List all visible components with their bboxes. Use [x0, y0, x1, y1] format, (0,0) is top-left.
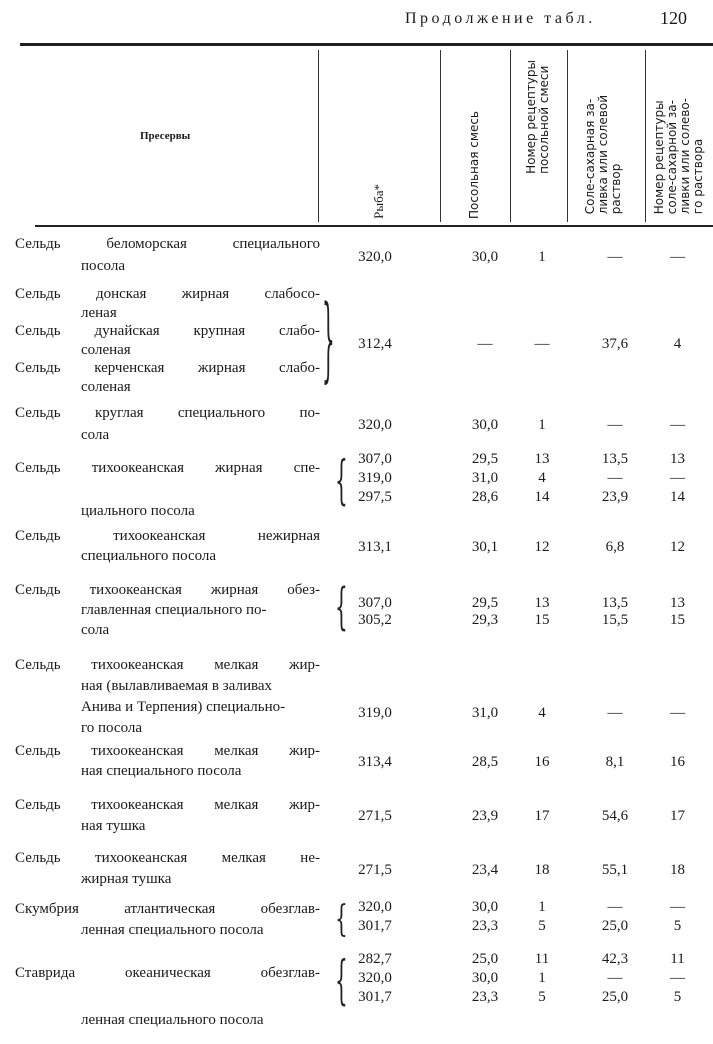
- cell-value: 15,5: [601, 612, 629, 628]
- product-name-line: Сельдь тихоокеанская мелкая жир-: [15, 797, 320, 813]
- cell-value: 312,4: [358, 336, 392, 352]
- product-name-line: сола: [81, 427, 110, 443]
- cell-value: 5: [673, 989, 682, 1005]
- header-line: го раствора: [691, 138, 705, 214]
- table-top-rule: [20, 43, 713, 46]
- product-name: [15, 447, 320, 533]
- cell-value: —: [607, 417, 623, 433]
- cell-salt: [450, 595, 520, 629]
- cell-value: 28,6: [471, 489, 499, 505]
- left-brace-icon: {: [335, 576, 348, 636]
- cell-salt-no: [522, 807, 562, 826]
- cell-value: 18: [534, 862, 550, 878]
- product-name: [15, 233, 320, 277]
- col-header-brine-recipe: [653, 98, 705, 214]
- header-line: соле-сахарной за-: [665, 99, 679, 214]
- product-name-line: Скумбрия атлантическая обезглав-: [15, 901, 320, 917]
- cell-value: 30,0: [471, 417, 499, 433]
- product-name-line: ленная специального посола: [81, 922, 264, 938]
- col-header-salt-mix: [468, 111, 481, 219]
- cell-value: —: [534, 336, 550, 352]
- product-name-line: Сельдь тихоокеанская мелкая не-: [15, 850, 320, 866]
- column-divider: [318, 50, 319, 222]
- product-name: [15, 526, 320, 566]
- header-line: Номер рецептуры: [652, 100, 666, 214]
- cell-salt: [450, 807, 520, 826]
- product-name-line: циального посола: [81, 503, 195, 519]
- cell-salt-no: [522, 861, 562, 880]
- product-name-line: леная: [81, 304, 117, 321]
- cell-salt: [450, 416, 520, 435]
- cell-value: 15: [670, 612, 685, 628]
- product-name: [15, 580, 320, 640]
- cell-value: 13: [534, 595, 550, 611]
- cell-value: 23,3: [471, 989, 499, 1005]
- cell-value: 305,2: [358, 612, 392, 628]
- cell-fish: [330, 538, 420, 557]
- cell-fish: [330, 335, 420, 354]
- left-brace-icon: {: [335, 896, 348, 940]
- cell-brine: [575, 950, 655, 1007]
- cell-value: 37,6: [601, 336, 629, 352]
- col-header-fish-text: Рыба*: [371, 184, 386, 219]
- col-header-fish: [372, 184, 385, 219]
- cell-salt: [450, 335, 520, 354]
- cell-salt: [450, 753, 520, 772]
- cell-value: 6,8: [605, 539, 625, 555]
- cell-value: 17: [670, 808, 685, 824]
- cell-value: 301,7: [358, 989, 392, 1005]
- cell-value: 13: [670, 595, 685, 611]
- column-divider: [440, 50, 441, 222]
- col-header-brine: [584, 95, 623, 214]
- cell-salt-no: [522, 898, 562, 936]
- cell-brine: [575, 538, 655, 557]
- cell-brine: [575, 450, 655, 507]
- product-name-line: соленая: [81, 378, 131, 395]
- cell-value: 14: [534, 489, 550, 505]
- product-name-line: Сельдь круглая специального по-: [15, 405, 320, 421]
- cell-value: 5: [538, 989, 546, 1005]
- cell-value: 271,5: [358, 808, 392, 824]
- cell-brine-no: [655, 416, 700, 435]
- product-name-line: ная тушка: [81, 818, 146, 834]
- header-line: ливка или солевой: [596, 94, 610, 214]
- cell-value: —: [607, 470, 623, 486]
- cell-value: 13: [534, 451, 550, 467]
- product-name-line: Ставрида океаническая обезглав-: [15, 965, 320, 981]
- cell-value: 17: [534, 808, 550, 824]
- cell-value: 30,0: [471, 970, 499, 986]
- cell-fish: [330, 248, 420, 267]
- left-brace-icon: {: [335, 448, 348, 511]
- cell-salt: [450, 538, 520, 557]
- header-line: раствор: [609, 163, 623, 214]
- cell-brine: [575, 861, 655, 880]
- cell-value: —: [477, 336, 493, 352]
- cell-value: 307,0: [358, 595, 392, 611]
- cell-value: 28,5: [471, 754, 499, 770]
- cell-value: 42,3: [601, 951, 629, 967]
- product-name-line: ная специального посола: [81, 763, 242, 779]
- product-name: [15, 848, 320, 890]
- cell-brine: [575, 335, 655, 354]
- product-name-line: посола: [81, 258, 126, 274]
- product-name: [15, 655, 320, 739]
- cell-brine-no: [655, 335, 700, 354]
- cell-value: 29,3: [471, 612, 499, 628]
- cell-brine-no: [655, 861, 700, 880]
- header-line: Соле-сахарная за-: [583, 98, 597, 214]
- cell-value: 18: [670, 862, 685, 878]
- cell-fish: [330, 753, 420, 772]
- cell-value: 29,5: [471, 451, 499, 467]
- cell-value: 13,5: [601, 595, 629, 611]
- cell-value: 13: [670, 451, 685, 467]
- cell-brine-no: [655, 248, 700, 267]
- cell-value: 23,9: [601, 489, 629, 505]
- product-name: [15, 285, 320, 396]
- product-name-line: Сельдь донская жирная слабосо-: [15, 286, 320, 302]
- cell-brine-no: [655, 753, 700, 772]
- cell-brine-no: [655, 595, 700, 629]
- product-name-line: ная (вылавливаемая в заливах: [81, 678, 273, 694]
- header-line: посольной смеси: [537, 65, 551, 174]
- cell-value: 313,1: [358, 539, 392, 555]
- cell-value: 1: [538, 417, 546, 433]
- cell-salt-no: [522, 335, 562, 354]
- product-name-line: специального посола: [81, 548, 217, 564]
- product-name-line: Сельдь тихоокеанская мелкая жир-: [15, 657, 320, 673]
- cell-value: 30,0: [471, 249, 499, 265]
- cell-value: 1: [538, 970, 546, 986]
- cell-value: 16: [534, 754, 550, 770]
- cell-value: 12: [534, 539, 550, 555]
- cell-value: 31,0: [471, 705, 499, 721]
- cell-brine: [575, 416, 655, 435]
- cell-value: 30,0: [471, 899, 499, 915]
- cell-value: 25,0: [471, 951, 499, 967]
- cell-brine-no: [655, 704, 700, 723]
- product-name-line: го посола: [81, 720, 143, 736]
- cell-brine-no: [655, 538, 700, 557]
- cell-value: 55,1: [601, 862, 629, 878]
- cell-value: 54,6: [601, 808, 629, 824]
- cell-brine: [575, 807, 655, 826]
- cell-salt-no: [522, 704, 562, 723]
- cell-salt-no: [522, 538, 562, 557]
- cell-value: —: [607, 970, 623, 986]
- product-name-line: ленная специального посола: [81, 1012, 264, 1028]
- cell-value: —: [670, 970, 685, 986]
- left-brace-icon: {: [335, 948, 348, 1011]
- product-name-line: Сельдь дунайская крупная слабо-: [15, 323, 320, 339]
- cell-brine-no: [655, 950, 700, 1007]
- cell-value: 1: [538, 249, 546, 265]
- column-divider: [510, 50, 511, 222]
- cell-value: 1: [538, 899, 546, 915]
- cell-value: 301,7: [358, 918, 392, 934]
- cell-value: 297,5: [358, 489, 392, 505]
- cell-value: 11: [670, 951, 685, 967]
- product-name-line: жирная тушка: [81, 871, 172, 887]
- cell-value: 25,0: [601, 989, 629, 1005]
- product-name-line: сола: [81, 622, 110, 638]
- cell-value: 5: [538, 918, 546, 934]
- header-bottom-rule: [35, 225, 713, 227]
- cell-value: 12: [670, 539, 685, 555]
- cell-brine-no: [655, 807, 700, 826]
- cell-value: 31,0: [471, 470, 499, 486]
- product-name-line: Сельдь тихоокеанская жирная обез-: [15, 582, 320, 598]
- cell-salt-no: [522, 753, 562, 772]
- cell-salt-no: [522, 595, 562, 629]
- cell-salt-no: [522, 248, 562, 267]
- product-name-line: Сельдь тихоокеанская жирная спе-: [15, 460, 320, 476]
- cell-value: —: [607, 899, 623, 915]
- col-header-salt-mix-text: Посольная смесь: [467, 111, 481, 219]
- cell-salt: [450, 248, 520, 267]
- cell-brine: [575, 595, 655, 629]
- product-name: [15, 950, 320, 1044]
- cell-value: 23,3: [471, 918, 499, 934]
- cell-value: 320,0: [358, 970, 392, 986]
- cell-brine: [575, 704, 655, 723]
- cell-value: 282,7: [358, 951, 392, 967]
- cell-value: 8,1: [605, 754, 625, 770]
- cell-brine-no: [655, 450, 700, 507]
- header-line: ливки или солево-: [678, 97, 692, 214]
- cell-brine: [575, 898, 655, 936]
- cell-salt: [450, 704, 520, 723]
- product-name-line: Сельдь керченская жирная слабо-: [15, 360, 320, 376]
- cell-value: 313,4: [358, 754, 392, 770]
- column-divider: [645, 50, 646, 222]
- cell-value: —: [670, 899, 685, 915]
- product-name-line: соленая: [81, 341, 131, 358]
- cell-brine: [575, 248, 655, 267]
- cell-salt-no: [522, 450, 562, 507]
- cell-value: 16: [670, 754, 685, 770]
- cell-value: 23,4: [471, 862, 499, 878]
- cell-value: 320,0: [358, 417, 392, 433]
- cell-value: 4: [538, 705, 546, 721]
- cell-fish: [330, 861, 420, 880]
- cell-value: —: [607, 249, 623, 265]
- product-name: [15, 795, 320, 837]
- cell-value: 13,5: [601, 451, 629, 467]
- cell-salt: [450, 950, 520, 1007]
- cell-value: 319,0: [358, 470, 392, 486]
- cell-salt-no: [522, 416, 562, 435]
- cell-value: 307,0: [358, 451, 392, 467]
- cell-value: 5: [673, 918, 682, 934]
- product-name-line: Анива и Терпения) специально-: [81, 699, 286, 715]
- cell-value: 271,5: [358, 862, 392, 878]
- col-header-product: Пресервы: [140, 130, 191, 142]
- product-name: [15, 899, 320, 941]
- cell-value: —: [670, 470, 685, 486]
- cell-salt: [450, 450, 520, 507]
- cell-value: 320,0: [358, 249, 392, 265]
- product-name-line: Сельдь беломорская специального: [15, 236, 320, 252]
- cell-value: 4: [538, 470, 546, 486]
- cell-fish: [330, 416, 420, 435]
- cell-value: 15: [534, 612, 550, 628]
- right-brace-icon: }: [322, 283, 335, 393]
- continuation-title: Продолжение табл.: [405, 10, 596, 27]
- cell-value: 14: [670, 489, 685, 505]
- cell-value: —: [607, 705, 623, 721]
- cell-salt: [450, 898, 520, 936]
- cell-salt-no: [522, 950, 562, 1007]
- cell-value: 29,5: [471, 595, 499, 611]
- cell-fish: [330, 704, 420, 723]
- cell-value: 320,0: [358, 899, 392, 915]
- product-name: [15, 402, 320, 446]
- header-line: Номер рецептуры: [524, 60, 538, 174]
- cell-value: —: [670, 705, 685, 721]
- product-name: [15, 741, 320, 781]
- product-name-line: главленная специального по-: [81, 602, 267, 618]
- page-number: 120: [660, 8, 687, 28]
- cell-value: 23,9: [471, 808, 499, 824]
- cell-value: 25,0: [601, 918, 629, 934]
- cell-brine-no: [655, 898, 700, 936]
- col-header-salt-mix-recipe: [525, 60, 551, 174]
- cell-value: 30,1: [471, 539, 499, 555]
- cell-value: —: [670, 249, 685, 265]
- cell-value: —: [670, 417, 685, 433]
- cell-brine: [575, 753, 655, 772]
- product-name-line: Сельдь тихоокеанская мелкая жир-: [15, 743, 320, 759]
- cell-fish: [330, 807, 420, 826]
- cell-value: 11: [534, 951, 550, 967]
- cell-value: 4: [673, 336, 682, 352]
- cell-salt: [450, 861, 520, 880]
- column-divider: [567, 50, 568, 222]
- product-name-line: Сельдь тихоокеанская нежирная: [15, 528, 320, 544]
- cell-value: 319,0: [358, 705, 392, 721]
